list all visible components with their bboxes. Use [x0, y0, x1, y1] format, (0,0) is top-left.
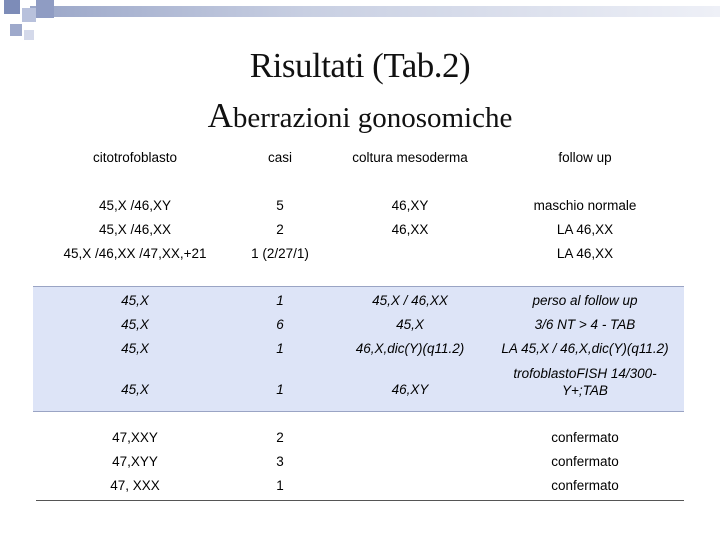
- table-row: [0, 196, 720, 216]
- table-row: [0, 244, 720, 264]
- cell-citotrofoblasto: 47,XYY: [112, 454, 158, 469]
- cell-citotrofoblasto: 45,X: [121, 317, 149, 332]
- cell-citotrofoblasto: 45,X /46,XY: [98, 198, 172, 213]
- header-coltura-mesoderma: coltura mesoderma: [352, 150, 468, 165]
- decor-square: [36, 0, 54, 18]
- subtitle-initial: A: [207, 96, 233, 135]
- cell-citotrofoblasto: 45,X: [121, 341, 149, 356]
- decor-square: [22, 8, 36, 22]
- table-row: [0, 339, 720, 359]
- header-follow-up: follow up: [558, 150, 612, 165]
- cell-follow-up: maschio normale: [533, 198, 637, 213]
- cell-casi: 1: [276, 478, 284, 493]
- cell-coltura: 46,XX: [391, 222, 429, 237]
- cell-casi: 1: [276, 341, 284, 356]
- cell-follow-up: LA 46,XX: [556, 222, 614, 237]
- subtitle-rest: berrazioni gonosomiche: [232, 102, 513, 134]
- table-row: [0, 428, 720, 448]
- cell-citotrofoblasto: 45,X /46,XX: [98, 222, 172, 237]
- table-header: [0, 148, 720, 168]
- cell-citotrofoblasto: 47, XXX: [110, 478, 160, 493]
- cell-follow-up: perso al follow up: [532, 293, 638, 308]
- cell-follow-up: LA 45,X / 46,X,dic(Y)(q11.2): [501, 341, 669, 356]
- decor-square: [10, 24, 22, 36]
- cell-casi: 2: [276, 222, 284, 237]
- cell-casi: 3: [276, 454, 284, 469]
- cell-coltura: 46,X,dic(Y)(q11.2): [355, 341, 465, 356]
- cell-casi: 5: [276, 198, 284, 213]
- cell-coltura: 45,X / 46,XX: [372, 293, 448, 308]
- decor-square: [4, 0, 20, 14]
- cell-casi: 6: [276, 317, 284, 332]
- cell-citotrofoblasto: 45,X: [121, 382, 149, 397]
- cell-casi: 1: [276, 293, 284, 308]
- table-row: [0, 315, 720, 335]
- cell-casi: 1 (2/27/1): [251, 246, 309, 261]
- decor-bar: [30, 6, 720, 17]
- header-citotrofoblasto: citotrofoblasto: [92, 150, 178, 165]
- bottom-divider: [36, 500, 684, 501]
- cell-citotrofoblasto: 45,X: [121, 293, 149, 308]
- cell-casi: 2: [276, 430, 284, 445]
- table-row: [0, 452, 720, 472]
- cell-follow-up: 3/6 NT > 4 - TAB: [534, 317, 636, 332]
- table-row: [0, 291, 720, 311]
- cell-follow-up: trofoblastoFISH 14/300-Y+;TAB: [513, 366, 657, 398]
- table-row: [0, 476, 720, 496]
- cell-casi: 1: [276, 382, 284, 397]
- cell-follow-up: confermato: [551, 478, 619, 493]
- slide-title: Risultati (Tab.2): [249, 46, 471, 85]
- cell-citotrofoblasto: 47,XXY: [112, 430, 158, 445]
- header-casi: casi: [267, 150, 292, 165]
- cell-follow-up: confermato: [551, 454, 619, 469]
- slide-decoration: [0, 0, 720, 50]
- decor-square: [24, 30, 34, 40]
- cell-follow-up: LA 46,XX: [556, 246, 614, 261]
- slide-subtitle: [0, 96, 720, 136]
- cell-coltura: 46,XY: [391, 198, 429, 213]
- table-row: [0, 366, 720, 400]
- cell-citotrofoblasto: 45,X /46,XX /47,XX,+21: [63, 246, 207, 261]
- cell-coltura: 46,XY: [391, 382, 429, 397]
- cell-follow-up: confermato: [551, 430, 619, 445]
- table-row: [0, 220, 720, 240]
- cell-coltura: 45,X: [396, 317, 424, 332]
